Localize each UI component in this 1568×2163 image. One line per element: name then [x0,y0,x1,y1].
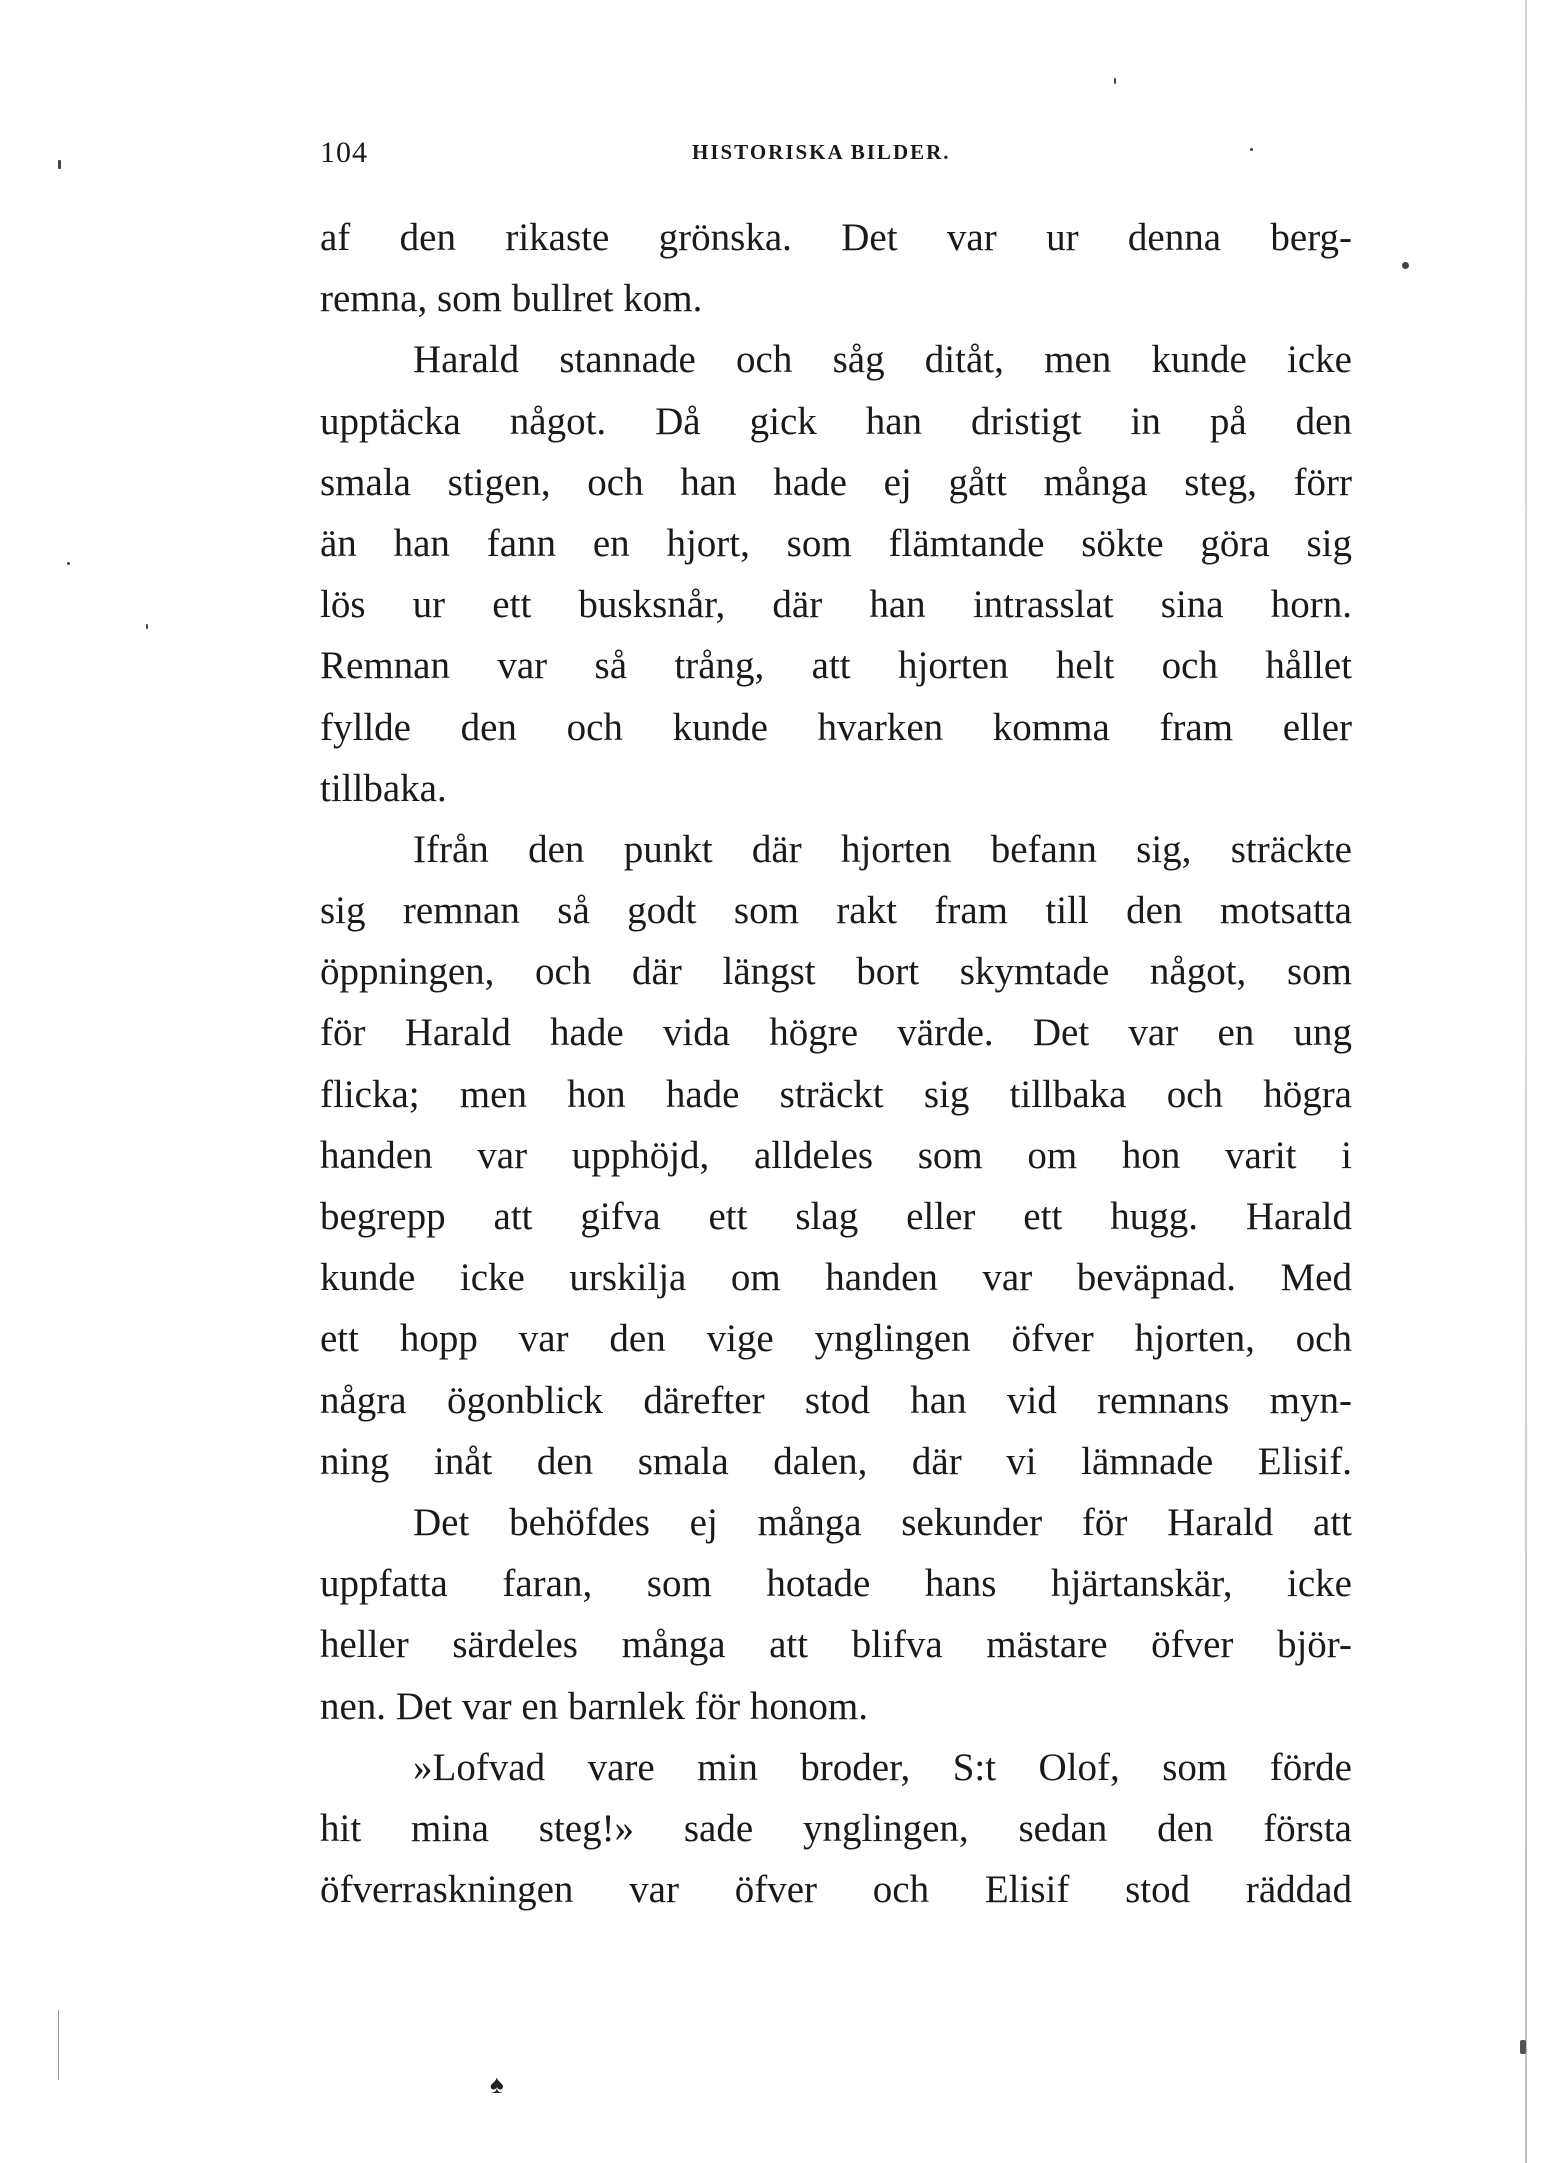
text-line: af den rikaste grönska. Det var ur denna berg- [320,216,1352,259]
text-line: nen. Det var en barnlek för honom. [320,1684,868,1728]
text-line: begrepp att gifva ett slag eller ett hugg. Harald [320,1195,1352,1238]
text-line: öppningen, och där längst bort skymtade något, som [320,950,1352,994]
text-line: sig remnan så godt som rakt fram till den motsatta [320,889,1352,933]
text-line: smala stigen, och han hade ej gått många steg, förr [320,460,1352,504]
text-line: hit mina steg!» sade ynglingen, sedan den första [320,1806,1352,1850]
body-text [320,207,1352,1920]
speck [146,624,148,629]
margin-line [58,2010,59,2080]
page-edge-mark [1520,2040,1526,2054]
text-line: kunde icke urskilja om handen var beväpnad. Med [320,1256,1352,1300]
ornament-icon: ♠ [490,2070,504,2099]
text-line: lös ur ett busksnår, där han intrasslat sina horn. [320,583,1352,627]
running-head [320,136,1350,176]
text-line: några ögonblick därefter stod han vid remnans myn- [320,1378,1352,1422]
text-line: än han fann en hjort, som flämtande sökte göra sig [320,521,1352,565]
speck [67,562,70,565]
page-number: 104 [320,136,368,169]
running-title: HISTORISKA BILDER. [692,140,951,164]
text-line: öfverraskningen var öfver och Elisif stod räddad [320,1868,1352,1912]
text-line: heller särdeles många att blifva mästare öfver björ- [320,1623,1352,1667]
speck [1114,78,1116,84]
text-line: Det behöfdes ej många sekunder för Harald att [413,1500,1352,1544]
text-line: uppfatta faran, som hotade hans hjärtanskär, icke [320,1562,1352,1606]
text-line: ning inåt den smala dalen, där vi lämnade Elisif. [320,1439,1352,1483]
text-line: Harald stannade och såg ditåt, men kunde icke [413,338,1352,382]
text-line: för Harald hade vida högre värde. Det var en ung [320,1011,1352,1055]
text-line: handen var upphöjd, alldeles som om hon varit i [320,1133,1352,1177]
text-line: ett hopp var den vige ynglingen öfver hjorten, och [320,1317,1352,1361]
text-line: upptäcka något. Då gick han dristigt in på den [320,399,1352,443]
text-line: Remnan var så trång, att hjorten helt och hållet [320,644,1352,688]
text-line: Ifrån den punkt där hjorten befann sig, sträckte [413,827,1352,871]
text-line: tillbaka. [320,766,447,810]
speck [58,160,61,169]
speck [1402,262,1409,269]
text-line: fyllde den och kunde hvarken komma fram eller [320,705,1352,749]
page-edge-line [1525,0,1527,2163]
text-line: »Lofvad vare min broder, S:t Olof, som förde [413,1745,1352,1789]
text-line: remna, som bullret kom. [320,277,703,321]
text-line: flicka; men hon hade sträckt sig tillbaka och högra [320,1072,1352,1116]
